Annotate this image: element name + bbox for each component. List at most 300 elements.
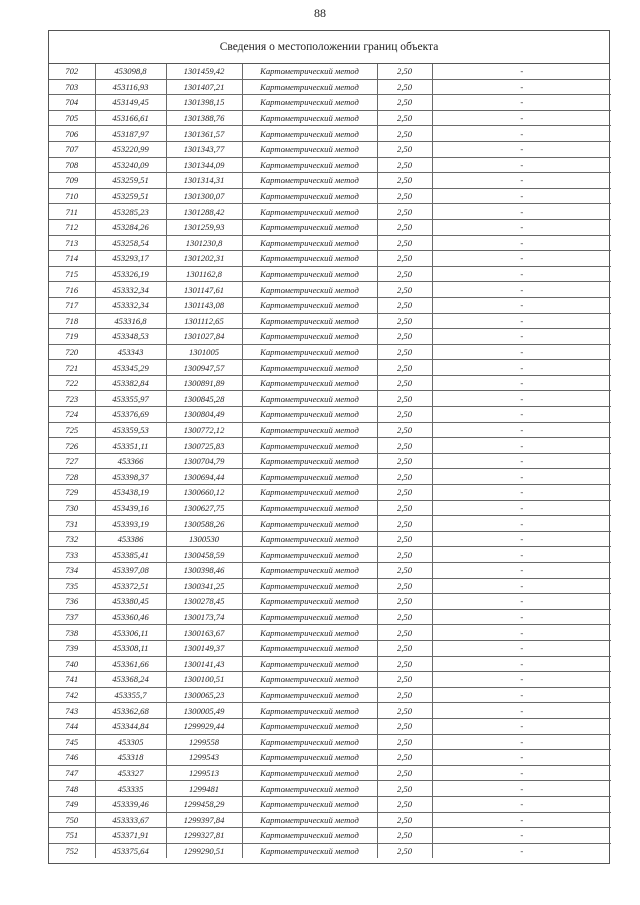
point-number-cell: 715 <box>49 266 95 282</box>
point-number-cell: 709 <box>49 173 95 189</box>
y-coordinate-cell: 1301162,8 <box>166 266 242 282</box>
y-coordinate-cell: 1301112,65 <box>166 313 242 329</box>
note-cell: - <box>432 141 611 157</box>
x-coordinate-cell: 453398,37 <box>95 469 166 485</box>
note-cell: - <box>432 360 611 376</box>
point-number-cell: 733 <box>49 547 95 563</box>
y-coordinate-cell: 1300725,83 <box>166 438 242 454</box>
accuracy-cell: 2,50 <box>377 235 432 251</box>
x-coordinate-cell: 453333,67 <box>95 812 166 828</box>
table-row <box>49 173 611 189</box>
y-coordinate-cell: 1301230,8 <box>166 235 242 251</box>
method-cell: Картометрический метод <box>242 266 377 282</box>
x-coordinate-cell: 453308,11 <box>95 640 166 656</box>
method-cell: Картометрический метод <box>242 126 377 142</box>
accuracy-cell: 2,50 <box>377 375 432 391</box>
note-cell: - <box>432 765 611 781</box>
accuracy-cell: 2,50 <box>377 531 432 547</box>
note-cell: - <box>432 563 611 579</box>
x-coordinate-cell: 453293,17 <box>95 251 166 267</box>
x-coordinate-cell: 453240,09 <box>95 157 166 173</box>
point-number-cell: 749 <box>49 796 95 812</box>
y-coordinate-cell: 1301314,31 <box>166 173 242 189</box>
point-number-cell: 738 <box>49 625 95 641</box>
table-row <box>49 235 611 251</box>
method-cell: Картометрический метод <box>242 407 377 423</box>
method-cell: Картометрический метод <box>242 173 377 189</box>
note-cell: - <box>432 718 611 734</box>
accuracy-cell: 2,50 <box>377 625 432 641</box>
method-cell: Картометрический метод <box>242 79 377 95</box>
point-number-cell: 723 <box>49 391 95 407</box>
boundary-table-frame <box>48 30 610 864</box>
table-row <box>49 79 611 95</box>
table-row <box>49 656 611 672</box>
point-number-cell: 712 <box>49 219 95 235</box>
accuracy-cell: 2,50 <box>377 734 432 750</box>
accuracy-cell: 2,50 <box>377 282 432 298</box>
table-row <box>49 251 611 267</box>
method-cell: Картометрический метод <box>242 547 377 563</box>
x-coordinate-cell: 453372,51 <box>95 578 166 594</box>
note-cell: - <box>432 516 611 532</box>
accuracy-cell: 2,50 <box>377 547 432 563</box>
method-cell: Картометрический метод <box>242 687 377 703</box>
accuracy-cell: 2,50 <box>377 828 432 844</box>
point-number-cell: 719 <box>49 329 95 345</box>
table-row <box>49 360 611 376</box>
y-coordinate-cell: 1300845,28 <box>166 391 242 407</box>
accuracy-cell: 2,50 <box>377 843 432 858</box>
method-cell: Картометрический метод <box>242 375 377 391</box>
table-row <box>49 547 611 563</box>
method-cell: Картометрический метод <box>242 329 377 345</box>
method-cell: Картометрический метод <box>242 656 377 672</box>
table-row <box>49 563 611 579</box>
y-coordinate-cell: 1300694,44 <box>166 469 242 485</box>
coordinates-table <box>49 64 611 858</box>
table-row <box>49 313 611 329</box>
method-cell: Картометрический метод <box>242 765 377 781</box>
point-number-cell: 710 <box>49 188 95 204</box>
point-number-cell: 735 <box>49 578 95 594</box>
note-cell: - <box>432 157 611 173</box>
method-cell: Картометрический метод <box>242 672 377 688</box>
note-cell: - <box>432 282 611 298</box>
table-row <box>49 297 611 313</box>
table-row <box>49 765 611 781</box>
y-coordinate-cell: 1299513 <box>166 765 242 781</box>
note-cell: - <box>432 703 611 719</box>
accuracy-cell: 2,50 <box>377 204 432 220</box>
note-cell: - <box>432 64 611 79</box>
x-coordinate-cell: 453220,99 <box>95 141 166 157</box>
note-cell: - <box>432 422 611 438</box>
accuracy-cell: 2,50 <box>377 173 432 189</box>
y-coordinate-cell: 1301343,77 <box>166 141 242 157</box>
method-cell: Картометрический метод <box>242 360 377 376</box>
x-coordinate-cell: 453375,64 <box>95 843 166 858</box>
point-number-cell: 744 <box>49 718 95 734</box>
x-coordinate-cell: 453362,68 <box>95 703 166 719</box>
table-row <box>49 485 611 501</box>
y-coordinate-cell: 1299327,81 <box>166 828 242 844</box>
y-coordinate-cell: 1300141,43 <box>166 656 242 672</box>
x-coordinate-cell: 453258,54 <box>95 235 166 251</box>
y-coordinate-cell: 1300065,23 <box>166 687 242 703</box>
point-number-cell: 731 <box>49 516 95 532</box>
x-coordinate-cell: 453343 <box>95 344 166 360</box>
note-cell: - <box>432 485 611 501</box>
point-number-cell: 727 <box>49 453 95 469</box>
y-coordinate-cell: 1301300,07 <box>166 188 242 204</box>
accuracy-cell: 2,50 <box>377 64 432 79</box>
point-number-cell: 730 <box>49 500 95 516</box>
note-cell: - <box>432 329 611 345</box>
table-row <box>49 126 611 142</box>
accuracy-cell: 2,50 <box>377 344 432 360</box>
accuracy-cell: 2,50 <box>377 672 432 688</box>
table-row <box>49 344 611 360</box>
method-cell: Картометрический метод <box>242 297 377 313</box>
table-row <box>49 95 611 111</box>
x-coordinate-cell: 453116,93 <box>95 79 166 95</box>
table-title: Сведения о местоположении границ объекта <box>49 31 609 64</box>
y-coordinate-cell: 1299558 <box>166 734 242 750</box>
method-cell: Картометрический метод <box>242 640 377 656</box>
table-row <box>49 110 611 126</box>
y-coordinate-cell: 1301259,93 <box>166 219 242 235</box>
point-number-cell: 706 <box>49 126 95 142</box>
y-coordinate-cell: 1300398,46 <box>166 563 242 579</box>
y-coordinate-cell: 1300947,57 <box>166 360 242 376</box>
table-row <box>49 422 611 438</box>
accuracy-cell: 2,50 <box>377 781 432 797</box>
note-cell: - <box>432 640 611 656</box>
table-row <box>49 469 611 485</box>
accuracy-cell: 2,50 <box>377 251 432 267</box>
x-coordinate-cell: 453327 <box>95 765 166 781</box>
table-row <box>49 687 611 703</box>
accuracy-cell: 2,50 <box>377 407 432 423</box>
method-cell: Картометрический метод <box>242 578 377 594</box>
point-number-cell: 708 <box>49 157 95 173</box>
accuracy-cell: 2,50 <box>377 126 432 142</box>
note-cell: - <box>432 656 611 672</box>
y-coordinate-cell: 1300005,49 <box>166 703 242 719</box>
x-coordinate-cell: 453371,91 <box>95 828 166 844</box>
note-cell: - <box>432 796 611 812</box>
y-coordinate-cell: 1300804,49 <box>166 407 242 423</box>
point-number-cell: 729 <box>49 485 95 501</box>
point-number-cell: 720 <box>49 344 95 360</box>
table-row <box>49 391 611 407</box>
note-cell: - <box>432 266 611 282</box>
method-cell: Картометрический метод <box>242 734 377 750</box>
note-cell: - <box>432 344 611 360</box>
point-number-cell: 737 <box>49 609 95 625</box>
y-coordinate-cell: 1301344,09 <box>166 157 242 173</box>
y-coordinate-cell: 1300163,67 <box>166 625 242 641</box>
table-row <box>49 157 611 173</box>
x-coordinate-cell: 453318 <box>95 750 166 766</box>
y-coordinate-cell: 1300772,12 <box>166 422 242 438</box>
point-number-cell: 745 <box>49 734 95 750</box>
table-row <box>49 438 611 454</box>
y-coordinate-cell: 1301202,31 <box>166 251 242 267</box>
table-row <box>49 531 611 547</box>
x-coordinate-cell: 453187,97 <box>95 126 166 142</box>
table-row <box>49 796 611 812</box>
accuracy-cell: 2,50 <box>377 438 432 454</box>
accuracy-cell: 2,50 <box>377 422 432 438</box>
y-coordinate-cell: 1301407,21 <box>166 79 242 95</box>
method-cell: Картометрический метод <box>242 625 377 641</box>
method-cell: Картометрический метод <box>242 64 377 79</box>
table-row <box>49 703 611 719</box>
method-cell: Картометрический метод <box>242 469 377 485</box>
x-coordinate-cell: 453439,16 <box>95 500 166 516</box>
y-coordinate-cell: 1300530 <box>166 531 242 547</box>
table-row <box>49 828 611 844</box>
x-coordinate-cell: 453259,51 <box>95 188 166 204</box>
method-cell: Картометрический метод <box>242 485 377 501</box>
point-number-cell: 707 <box>49 141 95 157</box>
point-number-cell: 752 <box>49 843 95 858</box>
method-cell: Картометрический метод <box>242 95 377 111</box>
table-row <box>49 781 611 797</box>
point-number-cell: 736 <box>49 594 95 610</box>
y-coordinate-cell: 1299458,29 <box>166 796 242 812</box>
accuracy-cell: 2,50 <box>377 485 432 501</box>
x-coordinate-cell: 453393,19 <box>95 516 166 532</box>
y-coordinate-cell: 1300149,37 <box>166 640 242 656</box>
method-cell: Картометрический метод <box>242 141 377 157</box>
point-number-cell: 705 <box>49 110 95 126</box>
method-cell: Картометрический метод <box>242 609 377 625</box>
accuracy-cell: 2,50 <box>377 188 432 204</box>
point-number-cell: 714 <box>49 251 95 267</box>
point-number-cell: 734 <box>49 563 95 579</box>
point-number-cell: 750 <box>49 812 95 828</box>
table-row <box>49 734 611 750</box>
point-number-cell: 746 <box>49 750 95 766</box>
x-coordinate-cell: 453382,84 <box>95 375 166 391</box>
y-coordinate-cell: 1300627,75 <box>166 500 242 516</box>
note-cell: - <box>432 734 611 750</box>
table-row <box>49 750 611 766</box>
point-number-cell: 718 <box>49 313 95 329</box>
method-cell: Картометрический метод <box>242 531 377 547</box>
x-coordinate-cell: 453332,34 <box>95 282 166 298</box>
accuracy-cell: 2,50 <box>377 219 432 235</box>
point-number-cell: 713 <box>49 235 95 251</box>
y-coordinate-cell: 1300100,51 <box>166 672 242 688</box>
method-cell: Картометрический метод <box>242 796 377 812</box>
x-coordinate-cell: 453285,23 <box>95 204 166 220</box>
note-cell: - <box>432 188 611 204</box>
method-cell: Картометрический метод <box>242 391 377 407</box>
accuracy-cell: 2,50 <box>377 95 432 111</box>
y-coordinate-cell: 1301147,61 <box>166 282 242 298</box>
accuracy-cell: 2,50 <box>377 656 432 672</box>
point-number-cell: 722 <box>49 375 95 391</box>
point-number-cell: 716 <box>49 282 95 298</box>
accuracy-cell: 2,50 <box>377 453 432 469</box>
note-cell: - <box>432 578 611 594</box>
accuracy-cell: 2,50 <box>377 765 432 781</box>
y-coordinate-cell: 1301459,42 <box>166 64 242 79</box>
x-coordinate-cell: 453359,53 <box>95 422 166 438</box>
y-coordinate-cell: 1300458,59 <box>166 547 242 563</box>
table-row <box>49 453 611 469</box>
table-row <box>49 578 611 594</box>
note-cell: - <box>432 126 611 142</box>
point-number-cell: 702 <box>49 64 95 79</box>
accuracy-cell: 2,50 <box>377 141 432 157</box>
point-number-cell: 726 <box>49 438 95 454</box>
point-number-cell: 732 <box>49 531 95 547</box>
x-coordinate-cell: 453344,84 <box>95 718 166 734</box>
point-number-cell: 747 <box>49 765 95 781</box>
note-cell: - <box>432 687 611 703</box>
x-coordinate-cell: 453259,51 <box>95 173 166 189</box>
note-cell: - <box>432 500 611 516</box>
x-coordinate-cell: 453305 <box>95 734 166 750</box>
accuracy-cell: 2,50 <box>377 563 432 579</box>
y-coordinate-cell: 1299290,51 <box>166 843 242 858</box>
y-coordinate-cell: 1300660,12 <box>166 485 242 501</box>
method-cell: Картометрический метод <box>242 828 377 844</box>
table-row <box>49 219 611 235</box>
point-number-cell: 748 <box>49 781 95 797</box>
accuracy-cell: 2,50 <box>377 687 432 703</box>
note-cell: - <box>432 391 611 407</box>
x-coordinate-cell: 453316,8 <box>95 313 166 329</box>
x-coordinate-cell: 453348,53 <box>95 329 166 345</box>
note-cell: - <box>432 297 611 313</box>
note-cell: - <box>432 204 611 220</box>
note-cell: - <box>432 625 611 641</box>
y-coordinate-cell: 1301361,57 <box>166 126 242 142</box>
point-number-cell: 703 <box>49 79 95 95</box>
table-row <box>49 141 611 157</box>
method-cell: Картометрический метод <box>242 235 377 251</box>
y-coordinate-cell: 1301288,42 <box>166 204 242 220</box>
point-number-cell: 711 <box>49 204 95 220</box>
point-number-cell: 740 <box>49 656 95 672</box>
point-number-cell: 739 <box>49 640 95 656</box>
accuracy-cell: 2,50 <box>377 718 432 734</box>
table-row <box>49 594 611 610</box>
table-row <box>49 672 611 688</box>
table-row <box>49 843 611 858</box>
table-row <box>49 204 611 220</box>
accuracy-cell: 2,50 <box>377 266 432 282</box>
point-number-cell: 741 <box>49 672 95 688</box>
table-row <box>49 188 611 204</box>
method-cell: Картометрический метод <box>242 516 377 532</box>
method-cell: Картометрический метод <box>242 157 377 173</box>
x-coordinate-cell: 453166,61 <box>95 110 166 126</box>
note-cell: - <box>432 781 611 797</box>
method-cell: Картометрический метод <box>242 110 377 126</box>
accuracy-cell: 2,50 <box>377 640 432 656</box>
x-coordinate-cell: 453284,26 <box>95 219 166 235</box>
method-cell: Картометрический метод <box>242 251 377 267</box>
y-coordinate-cell: 1299397,84 <box>166 812 242 828</box>
note-cell: - <box>432 812 611 828</box>
note-cell: - <box>432 251 611 267</box>
accuracy-cell: 2,50 <box>377 516 432 532</box>
accuracy-cell: 2,50 <box>377 609 432 625</box>
accuracy-cell: 2,50 <box>377 469 432 485</box>
method-cell: Картометрический метод <box>242 282 377 298</box>
table-row <box>49 500 611 516</box>
x-coordinate-cell: 453380,45 <box>95 594 166 610</box>
x-coordinate-cell: 453335 <box>95 781 166 797</box>
y-coordinate-cell: 1300704,79 <box>166 453 242 469</box>
accuracy-cell: 2,50 <box>377 578 432 594</box>
x-coordinate-cell: 453361,66 <box>95 656 166 672</box>
accuracy-cell: 2,50 <box>377 110 432 126</box>
accuracy-cell: 2,50 <box>377 750 432 766</box>
method-cell: Картометрический метод <box>242 219 377 235</box>
note-cell: - <box>432 594 611 610</box>
point-number-cell: 725 <box>49 422 95 438</box>
note-cell: - <box>432 750 611 766</box>
table-row <box>49 329 611 345</box>
table-row <box>49 282 611 298</box>
y-coordinate-cell: 1301005 <box>166 344 242 360</box>
note-cell: - <box>432 95 611 111</box>
method-cell: Картометрический метод <box>242 594 377 610</box>
note-cell: - <box>432 609 611 625</box>
x-coordinate-cell: 453149,45 <box>95 95 166 111</box>
accuracy-cell: 2,50 <box>377 297 432 313</box>
method-cell: Картометрический метод <box>242 422 377 438</box>
accuracy-cell: 2,50 <box>377 391 432 407</box>
y-coordinate-cell: 1299929,44 <box>166 718 242 734</box>
x-coordinate-cell: 453397,08 <box>95 563 166 579</box>
point-number-cell: 704 <box>49 95 95 111</box>
x-coordinate-cell: 453306,11 <box>95 625 166 641</box>
x-coordinate-cell: 453098,8 <box>95 64 166 79</box>
note-cell: - <box>432 407 611 423</box>
method-cell: Картометрический метод <box>242 438 377 454</box>
note-cell: - <box>432 547 611 563</box>
table-row <box>49 516 611 532</box>
x-coordinate-cell: 453355,97 <box>95 391 166 407</box>
y-coordinate-cell: 1300588,26 <box>166 516 242 532</box>
method-cell: Картометрический метод <box>242 703 377 719</box>
accuracy-cell: 2,50 <box>377 329 432 345</box>
note-cell: - <box>432 235 611 251</box>
x-coordinate-cell: 453326,19 <box>95 266 166 282</box>
accuracy-cell: 2,50 <box>377 79 432 95</box>
note-cell: - <box>432 438 611 454</box>
y-coordinate-cell: 1301143,08 <box>166 297 242 313</box>
y-coordinate-cell: 1301398,15 <box>166 95 242 111</box>
point-number-cell: 728 <box>49 469 95 485</box>
accuracy-cell: 2,50 <box>377 360 432 376</box>
note-cell: - <box>432 453 611 469</box>
accuracy-cell: 2,50 <box>377 157 432 173</box>
note-cell: - <box>432 469 611 485</box>
x-coordinate-cell: 453438,19 <box>95 485 166 501</box>
method-cell: Картометрический метод <box>242 563 377 579</box>
note-cell: - <box>432 843 611 858</box>
